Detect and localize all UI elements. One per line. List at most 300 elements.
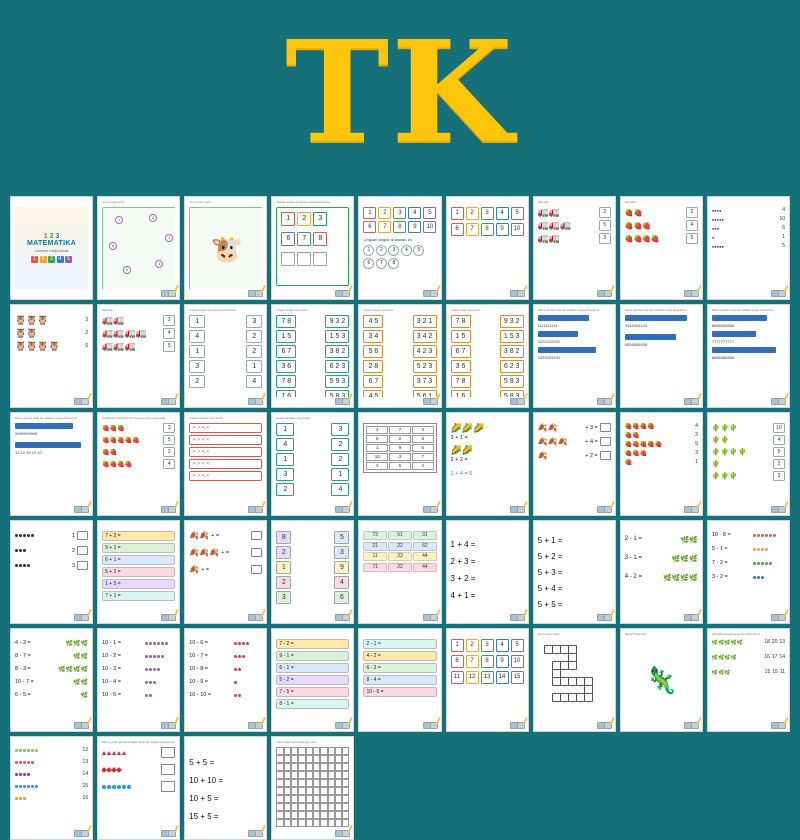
object-icon: 🚛🚛 (537, 207, 561, 217)
pencil-icon (597, 285, 613, 297)
thumbnail-body (102, 747, 175, 829)
equation-row: 4 - 3 = 🌿🌿🌿 (15, 640, 89, 647)
object-icon: ●●●● (711, 208, 722, 213)
number-row: 1 2 3 (281, 212, 344, 226)
pair-row: 1 9 (276, 561, 349, 574)
unicorn-icon: 🐮 (210, 233, 243, 264)
worksheet-thumbnail[interactable] (271, 412, 354, 516)
thumbnail-body (625, 423, 698, 505)
dot-group (234, 655, 262, 658)
worksheet-thumbnail[interactable] (620, 196, 703, 300)
match-rows (712, 207, 785, 250)
pencil-icon (510, 285, 526, 297)
compare-row: 3 6 6 2 3 (276, 360, 349, 373)
worksheet-thumbnail[interactable] (620, 520, 703, 624)
worksheet-thumbnail[interactable] (533, 412, 616, 516)
compare-rows (451, 315, 524, 397)
worksheet-thumbnail[interactable] (271, 736, 354, 840)
thumbnail-body (363, 639, 436, 721)
worksheet-thumbnail[interactable] (707, 412, 790, 516)
thumbnail-body (189, 423, 262, 505)
match-row: ● 1 (711, 234, 785, 240)
thumbnail-header (451, 525, 524, 530)
pencil-icon (335, 393, 351, 405)
worksheet-thumbnail[interactable] (707, 520, 790, 624)
equation-row: 5 - 1 = (712, 545, 785, 553)
pencil-icon (684, 285, 700, 297)
pencil-icon (771, 501, 787, 513)
equation: 3 + 1 = (450, 435, 468, 441)
thumbnail-header: Tulis angka 1 sampai dengan 100 (276, 741, 316, 744)
equation-row: 🍂🍂 + = (189, 531, 262, 540)
count-rows (625, 207, 698, 244)
thumbnail-header (363, 633, 436, 638)
worksheet-thumbnail[interactable] (97, 412, 180, 516)
dot-group (102, 785, 136, 789)
object-icon: ● (711, 235, 715, 240)
match-row: 🦉🦉🦉 3 (15, 315, 89, 325)
worksheet-thumbnail[interactable] (97, 304, 180, 408)
worksheet-thumbnail[interactable] (358, 412, 441, 516)
count-row: 1 (15, 531, 88, 540)
worksheet-thumbnail[interactable] (271, 628, 354, 732)
object-icon: 🌵🌵🌵 (711, 473, 739, 480)
worksheet-thumbnail[interactable] (97, 196, 180, 300)
worksheet-thumbnail[interactable] (533, 196, 616, 300)
equation: 6 + 1 = (102, 555, 175, 565)
match-row: 🍓🍓🍓🍓🍓 5 (624, 441, 698, 448)
thumbnail-header: Warna gambar kotak dan tebalkan angka di bawah ini (711, 309, 774, 312)
compare-rows (276, 423, 349, 496)
worksheet-thumbnail[interactable] (446, 628, 529, 732)
thumbnail-header (712, 417, 785, 422)
thumbnail-body (102, 531, 175, 613)
compare-row: 2 4 (189, 375, 262, 388)
count-rows (102, 423, 175, 469)
heart-group (102, 768, 136, 772)
object-icon: 🌵🌵🌵 (711, 425, 739, 432)
compare-row: 4 5 3 2 1 (363, 315, 436, 328)
worksheet-thumbnail[interactable] (97, 520, 180, 624)
thumbnail-header: Ayo temukan garis! (102, 201, 125, 204)
match-row: 🍓🍓 2 (624, 432, 698, 439)
equation: 2 + 2 = (450, 457, 468, 463)
thumbnail-header: Lingkari angka yang kecil! (450, 309, 481, 312)
shape-row: 16 (15, 795, 88, 802)
object-icon: 🍓🍓🍓🍓🍓 (102, 437, 140, 444)
pair-row: 2 4 (276, 576, 349, 589)
answer-box[interactable] (600, 437, 611, 446)
worksheet-thumbnail[interactable] (184, 628, 267, 732)
shape-row (102, 747, 175, 758)
thumbnail-header: Warna gambar kotak dan tebalkan angka di bawah ini (624, 309, 687, 312)
object-icon: 🍓🍓🍓🍓🍓 (624, 442, 663, 448)
count-row: 🍓🍓🍓 3 (102, 423, 175, 433)
greater-less-row: > > < < (189, 447, 262, 457)
equation-row: 2 - 1 = 🌿🌿 (624, 536, 698, 544)
pencil-icon (335, 501, 351, 513)
equation-row: 4 - 2 = 🌿🌿🌿🌿 (624, 574, 698, 582)
thumbnail-body (712, 639, 785, 721)
instruction-text: Lingkari angka di bawah ini (363, 237, 412, 242)
answer-box[interactable] (161, 781, 175, 792)
equation: 5 + 1 = (537, 536, 563, 545)
compare-row: 2 8 5 2 3 (363, 360, 436, 373)
answer-box[interactable] (161, 764, 175, 775)
compare-row: 4 2 (276, 438, 349, 451)
thumbnail-header (276, 633, 349, 638)
thumbnail-body (15, 639, 88, 721)
worksheet-thumbnail[interactable] (10, 520, 93, 624)
compare-row: 3 1 (276, 468, 349, 481)
worksheet-thumbnail[interactable] (97, 736, 180, 840)
worksheet-thumbnail[interactable] (271, 196, 354, 300)
worksheet-thumbnail[interactable] (10, 628, 93, 732)
count-row: 🍓🍓🍓 4 (625, 220, 698, 231)
worksheet-thumbnail[interactable] (184, 520, 267, 624)
dot-group (234, 642, 262, 645)
equation-row: 7 - 2 = (712, 559, 785, 567)
match-row: ●●● 6 (711, 225, 785, 231)
answer-box[interactable] (251, 565, 262, 574)
thumbnail-header (712, 201, 785, 206)
block-bar (15, 423, 73, 429)
thumbnail-body (102, 207, 175, 289)
thumbnail-header (451, 633, 524, 638)
object-icon: 🌿🌿 (73, 653, 89, 660)
hundred-chart (276, 747, 349, 827)
thumbnail-body (363, 207, 436, 289)
object-icon: 🍓🍓🍓 (624, 222, 651, 230)
pencil-icon (74, 825, 90, 837)
greater-less-rows (189, 423, 262, 481)
equation: 2 - 1 = (363, 639, 436, 649)
cover-number-strip: 1 2 3 4 5 (31, 256, 72, 263)
count-row: 🚛🚛🚛 5 (102, 341, 175, 352)
compare-row: 3 4 3 4 2 (363, 330, 436, 343)
number-row: 6 7 8 9 10 (363, 221, 436, 233)
pencil-icon (684, 609, 700, 621)
thumbnail-body (451, 531, 524, 613)
thumbnail-header (189, 633, 262, 638)
object-icon: 🌽🌽 (450, 445, 473, 455)
worksheet-thumbnail[interactable] (533, 520, 616, 624)
pencil-icon (684, 717, 700, 729)
count-row: 3 (15, 561, 88, 570)
worksheet-thumbnail[interactable] (97, 628, 180, 732)
equation-rows (189, 747, 262, 823)
pencil-icon (161, 825, 177, 837)
block-bar (712, 331, 756, 337)
maze-area (189, 207, 262, 289)
equation-row: 🍂🍂🍂 + = (189, 548, 262, 557)
worksheet-thumbnail[interactable] (446, 412, 529, 516)
answer-box[interactable] (600, 451, 611, 460)
thumbnail-body (189, 747, 262, 829)
thumbnail-header: Mewarnai gambar! (624, 633, 647, 636)
compare-row: 1 2 (276, 453, 349, 466)
thumbnail-header (15, 741, 88, 746)
count-row: 🌿🌿🌿 15 15 11 (711, 669, 785, 676)
answer-box[interactable] (161, 747, 175, 758)
equation-rows (538, 531, 611, 611)
dot-group (15, 564, 55, 567)
equation-row: 10 - 1 = (102, 639, 175, 647)
thumbnail-header (363, 417, 436, 422)
thumbnail-header: Hitunglah banyaknya gambar di bawah ini (711, 633, 761, 636)
thumbnail-header (15, 633, 88, 638)
worksheet-thumbnail[interactable] (533, 304, 616, 408)
equation-rows (102, 531, 175, 601)
answer-box[interactable] (251, 548, 262, 557)
worksheet-thumbnail[interactable] (358, 520, 441, 624)
worksheet-thumbnail[interactable] (707, 628, 790, 732)
thumbnail-body (276, 423, 349, 505)
object-icon: 🚛🚛 (537, 233, 561, 243)
pencil-icon (74, 717, 90, 729)
equation-row: 8 - 7 = 🌿🌿 (15, 653, 89, 660)
thumbnail-header: Ayo temukan garis! (189, 201, 212, 204)
match-rows (712, 423, 785, 481)
answer-box[interactable] (77, 531, 88, 540)
object-icon: 🚛🚛🚛🚛 (102, 328, 147, 338)
equation-row: 🍂 + = (189, 565, 262, 574)
number-table: 73 51 31 21 22 62 11 33 44 71 22 44 (363, 531, 436, 572)
block-bar (625, 334, 676, 340)
answer-box[interactable] (77, 546, 88, 555)
equation-row: 10 - 6 = (189, 639, 262, 647)
equation-row: 8 - 3 = 🌿🌿🌿🌿 (15, 666, 89, 673)
equation: 10 + 5 = (189, 794, 219, 803)
compare-row: 7 8 5 9 3 (451, 375, 524, 388)
thumbnail-body (15, 315, 88, 397)
thumbnail-header (363, 525, 436, 530)
worksheet-thumbnail[interactable] (271, 520, 354, 624)
thumbnail-body (15, 531, 88, 613)
thumbnail-header (15, 201, 88, 206)
object-icon: 🌿🌿🌿🌿🌿 (711, 639, 744, 646)
pencil-icon (597, 501, 613, 513)
compare-row: 5 6 4 2 3 (363, 345, 436, 358)
worksheet-thumbnail[interactable] (620, 628, 703, 732)
object-icon: 🌿🌿🌿🌿 (663, 574, 698, 582)
object-icon: 🌿🌿 (680, 536, 698, 544)
count-row: 🍓🍓🍓🍓🍓 5 (102, 435, 175, 445)
worksheet-thumbnail[interactable] (446, 520, 529, 624)
pencil-icon (684, 393, 700, 405)
thumbnail-header (538, 417, 611, 422)
pencil-icon (248, 285, 264, 297)
count-row: 🍓🍓🍓🍓 4 (102, 459, 175, 469)
equation-row: 🍂🍂 + 3 = (538, 423, 611, 432)
match-row: 🌵🌵🌵 3 (712, 471, 785, 481)
block-bar (15, 442, 81, 448)
worksheet-thumbnail[interactable] (184, 196, 267, 300)
thumbnail-body (451, 639, 524, 721)
worksheet-thumbnail[interactable] (533, 628, 616, 732)
worksheet-thumbnail[interactable] (707, 196, 790, 300)
pencil-icon (423, 609, 439, 621)
thumbnail-header: Ayo temukan garis! (537, 633, 560, 636)
equation: 7 - 5 = (276, 687, 349, 697)
object-icon: 🌿🌿🌿 (65, 640, 89, 647)
shape-row: 14 (15, 771, 88, 778)
greater-less-row: > > < < (189, 459, 262, 469)
equation: 4 + 1 = (450, 591, 476, 600)
thumbnail-header: Hitung jumlah gambar di dalam kotak dan tuliskan jawabannya (102, 741, 175, 744)
worksheet-thumbnail[interactable] (184, 412, 267, 516)
shape-row: 13 (15, 759, 88, 766)
compare-row: 4 2 (189, 330, 262, 343)
pencil-icon (423, 393, 439, 405)
worksheet-thumbnail[interactable] (358, 196, 441, 300)
worksheet-thumbnail[interactable] (446, 304, 529, 408)
thumbnail-body (451, 423, 524, 505)
pencil-icon (74, 393, 90, 405)
pencil-icon (597, 609, 613, 621)
thumbnail-body (538, 423, 611, 505)
equation-row: 3 - 1 = 🌿🌿🌿 (624, 555, 698, 563)
dot-group (145, 642, 175, 645)
equation-rows (451, 531, 524, 602)
worksheet-thumbnail[interactable] (10, 196, 93, 300)
answer-box[interactable] (251, 531, 262, 540)
dot-group (15, 773, 49, 776)
thumbnail-body (102, 639, 175, 721)
worksheet-thumbnail[interactable] (707, 304, 790, 408)
triangle-group (102, 751, 136, 755)
worksheet-thumbnail[interactable] (446, 196, 529, 300)
trace-row: 9999999999 (15, 431, 38, 436)
thumbnail-body (276, 207, 349, 289)
number-row: 6 7 8 9 10 (451, 655, 524, 668)
pencil-icon (335, 717, 351, 729)
dot-group (753, 534, 785, 537)
worksheet-thumbnail[interactable] (10, 736, 93, 840)
compare-row: 1 6 5 8 3 (276, 390, 349, 397)
worksheet-thumbnail[interactable] (271, 304, 354, 408)
thumbnail-body (625, 315, 698, 397)
pencil-icon (423, 285, 439, 297)
count-row: 🌿🌿🌿🌿 16 17 14 (711, 654, 785, 661)
equation: 9 - 1 = (276, 651, 349, 661)
block-bar (625, 315, 687, 321)
number-row: 6 7 8 (281, 232, 344, 246)
pencil-icon (248, 501, 264, 513)
thumbnail-body (363, 423, 436, 505)
object-icon: 🌵🌵 (711, 437, 730, 444)
thumbnail-body (712, 531, 785, 613)
equation-row: 10 - 2 = (102, 652, 175, 660)
pencil-icon (771, 609, 787, 621)
match-row: 🌵🌵🌵 10 (712, 423, 785, 433)
match-row: ●●●● 4 (711, 207, 785, 213)
count-rows (102, 315, 175, 352)
thumbnail-header (712, 525, 785, 530)
number-row: 6 7 8 9 10 (451, 223, 524, 236)
object-icon: 🍓🍓 (624, 433, 640, 439)
answer-text: 1 + 4 = 5 (450, 471, 473, 477)
pair-row: 2 3 (276, 546, 349, 559)
greater-less-row: > > < < (189, 471, 262, 481)
thumbnail-header: Lingkari jawaban yang benar! (276, 417, 311, 420)
thumbnail-header (625, 417, 698, 422)
thumbnail-body (538, 531, 611, 613)
dot-group (145, 655, 175, 658)
equation: 5 - 2 = (276, 675, 349, 685)
thumbnail-body (538, 207, 611, 289)
thumbnail-body (451, 207, 524, 289)
worksheet-thumbnail[interactable] (184, 304, 267, 408)
compare-row: 1 6 5 8 3 (451, 390, 524, 397)
worksheet-thumbnail[interactable] (620, 304, 703, 408)
thumbnail-body (102, 315, 175, 397)
thumbnail-header: Lingkari angka yang besar! (276, 309, 308, 312)
match-row: ●●●●● 10 (711, 216, 785, 222)
thumbnail-body (276, 639, 349, 721)
count-row: 🍓🍓🍓🍓 5 (625, 233, 698, 244)
equation: 6 - 3 = (363, 663, 436, 673)
worksheet-thumbnail[interactable] (358, 304, 441, 408)
block-bar (538, 315, 589, 321)
number-row (281, 252, 344, 266)
thumbnail-header (15, 309, 88, 314)
dot-group (15, 761, 49, 764)
answer-box[interactable] (600, 423, 611, 432)
dot-connect-area: 1 2 3 4 5 6 (102, 207, 175, 289)
pencil-icon (510, 501, 526, 513)
block-bar (712, 315, 767, 321)
block-bar (538, 347, 596, 353)
equation: 15 + 5 = (189, 812, 219, 821)
trace-row: 7777777777 (711, 339, 735, 344)
equation-row: 🍂🍂🍂 + 4 = (538, 437, 611, 446)
answer-box[interactable] (77, 561, 88, 570)
equation-rows (363, 639, 436, 697)
worksheet-thumbnail[interactable] (184, 736, 267, 840)
equation: 10 + 10 = (189, 776, 224, 785)
thumbnail-body (15, 747, 88, 829)
pencil-icon (161, 609, 177, 621)
trace-row: 6666666666 (711, 323, 735, 328)
worksheet-thumbnail[interactable] (10, 412, 93, 516)
thumbnail-header: Warna gambar kotak dan tebalkan angka di bawah ini (15, 417, 77, 420)
count-row: 🚛🚛 2 (538, 207, 611, 218)
thumbnail-body (712, 315, 785, 397)
pencil-icon (248, 825, 264, 837)
thumbnail-body (712, 207, 785, 289)
thumbnail-header (451, 417, 524, 422)
thumbnail-header: Hitunglah (102, 309, 114, 312)
pencil-icon (335, 825, 351, 837)
snake-path-area (538, 639, 611, 721)
match-row: 🍓🍓🍓 3 (624, 450, 698, 457)
compare-row: 7 8 5 9 3 (276, 375, 349, 388)
object-icon: 🍓🍓🍓🍓 (624, 235, 660, 243)
greater-less-row: > > < < (189, 435, 262, 445)
worksheet-thumbnail[interactable] (10, 304, 93, 408)
compare-row: 3 1 (189, 360, 262, 373)
worksheet-thumbnail[interactable] (620, 412, 703, 516)
equation: 8 - 1 = (276, 699, 349, 709)
thumbnail-header (15, 525, 88, 530)
thumbnail-body (538, 639, 611, 721)
equation: 1 + 4 = (450, 540, 476, 549)
equation-row: 6 - 5 = 🌿 (15, 692, 89, 699)
dot-group (753, 576, 785, 579)
thumbnail-body (189, 207, 262, 289)
worksheet-thumbnail[interactable] (358, 628, 441, 732)
